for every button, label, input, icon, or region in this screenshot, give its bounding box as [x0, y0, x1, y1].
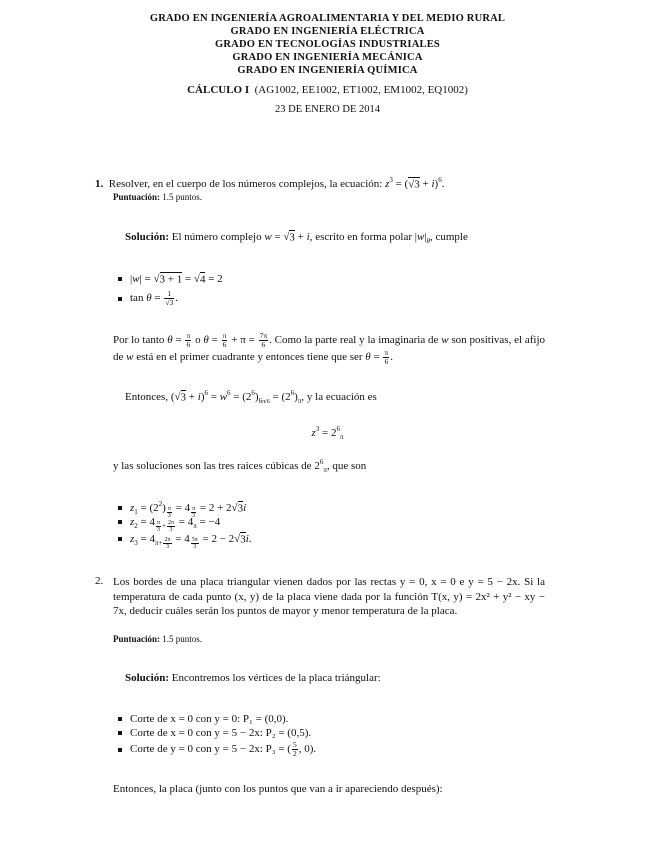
closing-line: Entonces, la placa (junto con los puntos que van a ir apareciendo después): [113, 783, 443, 795]
problem-1-solution-intro: Solución: El número complejo w = √3 + i, escrito en forma polar $|w|_\theta$, cumple [125, 231, 468, 245]
list-item [118, 713, 288, 725]
solution-text-3: , cumple [429, 231, 468, 243]
problem-1-statement: 1. Resolver, en el cuerpo de los números complejos, la ecuación: $z^3 = (√3 + i)^6$. [95, 176, 445, 190]
bullet-icon [118, 506, 122, 510]
course-name: CÁLCULO I [187, 84, 250, 96]
then-text: Entonces, [125, 391, 169, 403]
problem-text: Resolver, en el cuerpo de los números complejos, la ecuación: [108, 178, 383, 190]
course-codes: (AG1002, EE1002, ET1002, EM1002, EQ1002) [254, 84, 468, 96]
para-text: está en el primer cuadrante y entonces tiene que ser [136, 351, 363, 364]
degree-line-4: GRADO EN INGENIERÍA MECÁNICA [232, 52, 423, 63]
list-item: Corte de y = 0 con y = 5 − 2x: P₃ = ( $\frac{5}{2}$ , 0). [118, 741, 316, 758]
solution-text: Encontremos los vértices de la placa triángular: [171, 672, 381, 684]
bullet-icon [118, 731, 122, 735]
list-item: $z_2 = 4$ $_{\frac{\pi}{3} + \frac{2\pi}{3}}$ = $4_\pi = -4$ [118, 516, 220, 533]
score-label: Puntuación: [113, 634, 161, 644]
equation-display: $z^3 = 2^6_\pi$ [311, 425, 344, 441]
course-title [0, 84, 655, 96]
list-item: |w| = √3 + 1 = √4 = 2 [118, 273, 223, 285]
solution-label: Solución: [125, 231, 170, 243]
para-text: . Como la parte real y la imaginaria de [269, 334, 439, 347]
vertex-text: Corte de x = 0 con y = 5 − 2x: P₂ = (0,5). [130, 727, 312, 739]
solution-text-2: , escrito en forma polar [309, 231, 413, 243]
problem-number: 1. [95, 178, 104, 190]
vertex-text: Corte de y = 0 con y = 5 − 2x: P₃ = ( [130, 743, 291, 756]
list-item: tan θ = $\frac{1}{√3}$ . [118, 290, 178, 307]
vertex-text: Corte de x = 0 con y = 0: P₁ = (0,0). [130, 713, 289, 725]
roots-text: y las soluciones son las tres raíces cúbicas de [113, 460, 312, 472]
problem-2-solution-intro [125, 672, 381, 684]
then-text-2: , y la ecuación es [301, 391, 377, 403]
problem-1-paragraph: Por lo tanto θ = $\frac{\pi}{6}$ o θ = $\frac{\pi}{6}$ + π = $\frac{7\pi}{6}$ . Como la parte real y la imaginaria de w son positivas, el afijo de w está en el primer cuadrante y entonces tiene que ser θ = $\frac{\pi}{6}$ . [113, 331, 546, 366]
score-value: 1.5 puntos. [162, 634, 203, 644]
score-value: 1.5 puntos. [162, 192, 203, 202]
solution-text: El número complejo [171, 231, 262, 243]
problem-2-number: 2. [95, 575, 104, 587]
degree-line-2: GRADO EN INGENIERÍA ELÉCTRICA [230, 26, 425, 37]
degree-line-3: GRADO EN TECNOLOGÍAS INDUSTRIALES [215, 39, 440, 50]
problem-2-statement: Los bordes de una placa triangular vienen dados por las rectas y = 0, x = 0 e y = 5 − 2x. Si la temperatura de cada punto (x, y) de la placa viene dada por la función T(x, y) = 2x² + y² − xy − 7x, deducir cuáles serán los puntos de mayor y menor temperatura de la placa. [113, 576, 545, 617]
bullet-icon [118, 748, 122, 752]
roots-text-2: , que son [326, 460, 367, 472]
bullet-icon [118, 297, 122, 301]
then-equation-line: Entonces, $(√3 + i)^6 = w^6 = (2^6)_{6\pi/6} = (2^6)_\pi$, y la ecuación es [125, 389, 377, 405]
bullet-icon [118, 537, 122, 541]
list-item [118, 727, 311, 739]
bullet-icon [118, 717, 122, 721]
problem-2-score [113, 634, 202, 644]
bullet-icon [118, 520, 122, 524]
para-text: son positivas, el afijo de [113, 334, 546, 364]
solution-label: Solución: [125, 672, 170, 684]
bullet-icon [118, 277, 122, 281]
score-label: Puntuación: [113, 192, 161, 202]
exam-date: 23 DE ENERO DE 2014 [275, 104, 380, 115]
problem-1-score [113, 192, 202, 202]
roots-line: y las soluciones son las tres raíces cúbicas de $2^6_\pi$, que son [113, 458, 367, 474]
degree-line-5: GRADO EN INGENIERÍA QUÍMICA [237, 65, 418, 76]
list-item: $z_3 = 4_{\pi+ \frac{2\pi}{3}}$ = 4 $_{\frac{5\pi}{3}}$ = 2 − 2√3i. [118, 533, 252, 550]
degree-line-1: GRADO EN INGENIERÍA AGROALIMENTARIA Y DEL MEDIO RURAL [149, 13, 506, 24]
para-text: Por lo tanto [113, 334, 165, 347]
list-item: $z_1 = (2^2)$ $_{\frac{\pi}{3}}$ = 4 $_{\frac{\pi}{3}}$ = 2 + 2√3i [118, 500, 246, 519]
